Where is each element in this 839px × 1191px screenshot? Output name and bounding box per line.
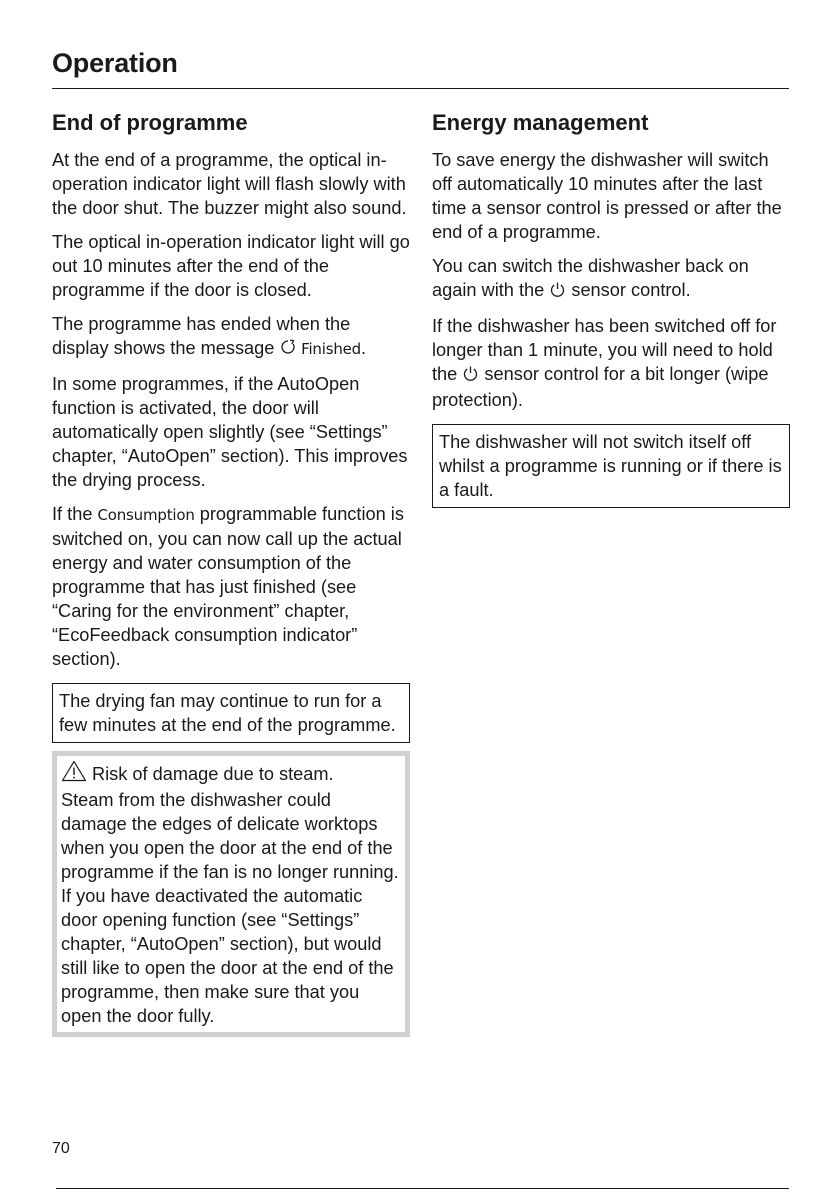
text-run: If the: [52, 504, 98, 524]
warning-heading: [61, 760, 401, 788]
left-column: [52, 108, 410, 1037]
page-title: Operation: [52, 48, 178, 78]
paragraph: At the end of a programme, the optical in-operation indicator light will flash slowly with the door shut. The buzzer might also sound.: [52, 150, 407, 218]
footer-divider: [56, 1188, 789, 1189]
paragraph: The optical in-operation indicator light will go out 10 minutes after the end of the programme if the door is closed.: [52, 232, 410, 300]
display-function-name: Consumption: [97, 506, 195, 524]
text-run: You can switch the dishwasher back on again with the: [432, 256, 749, 300]
paragraph: [52, 502, 410, 671]
text-run: sensor control for a bit longer (wipe protection).: [432, 364, 769, 410]
note-box: The dishwasher will not switch itself off whilst a programme is running or if there is a fault.: [432, 424, 790, 508]
power-icon: [549, 280, 566, 304]
programme-end-icon: [279, 338, 297, 362]
warning-paragraph: If you have deactivated the automatic door opening function (see “Settings” chapter, “AutoOpen” section), but would still like to open the door at the end of the programme, then make sure that you open the door fully.: [61, 886, 394, 1026]
text-run: programmable function is switched on, you can now call up the actual energy and water consumption of the programme that has just finished (see “Caring for the environment” chapter, “EcoFeedback consumption indicator” section).: [52, 504, 404, 669]
warning-box: [52, 751, 410, 1037]
paragraph: [432, 314, 790, 412]
text-run: If the dishwasher has been switched off for longer than 1 minute, you will need to hold the: [432, 316, 777, 384]
paragraph: To save energy the dishwasher will switch off automatically 10 minutes after the last time a sensor control is pressed or after the end of a programme.: [432, 150, 782, 242]
power-icon: [462, 364, 479, 388]
note-box: The drying fan may continue to run for a few minutes at the end of the programme.: [52, 683, 410, 743]
warning-icon: [61, 760, 92, 788]
section-heading-energy-management: Energy management: [432, 110, 649, 135]
warning-title: Risk of damage due to steam.: [92, 764, 334, 784]
paragraph: [432, 254, 790, 304]
paragraph: In some programmes, if the AutoOpen function is activated, the door will automatically open slightly (see “Settings” chapter, “AutoOpen” section). This improves the drying process.: [52, 374, 408, 490]
header-divider: [52, 88, 789, 89]
text-run: .: [360, 338, 367, 358]
paragraph: [52, 312, 410, 362]
text-run: sensor control.: [566, 280, 691, 300]
warning-paragraph: Steam from the dishwasher could damage the edges of delicate worktops when you open the door at the end of the programme if the fan is no longer running.: [61, 790, 399, 882]
right-column: [432, 108, 790, 508]
display-message: Finished: [301, 340, 361, 358]
page-number: 70: [52, 1140, 70, 1157]
section-heading-end-of-programme: End of programme: [52, 110, 248, 135]
text-run: The programme has ended when the display shows the message: [52, 314, 351, 358]
